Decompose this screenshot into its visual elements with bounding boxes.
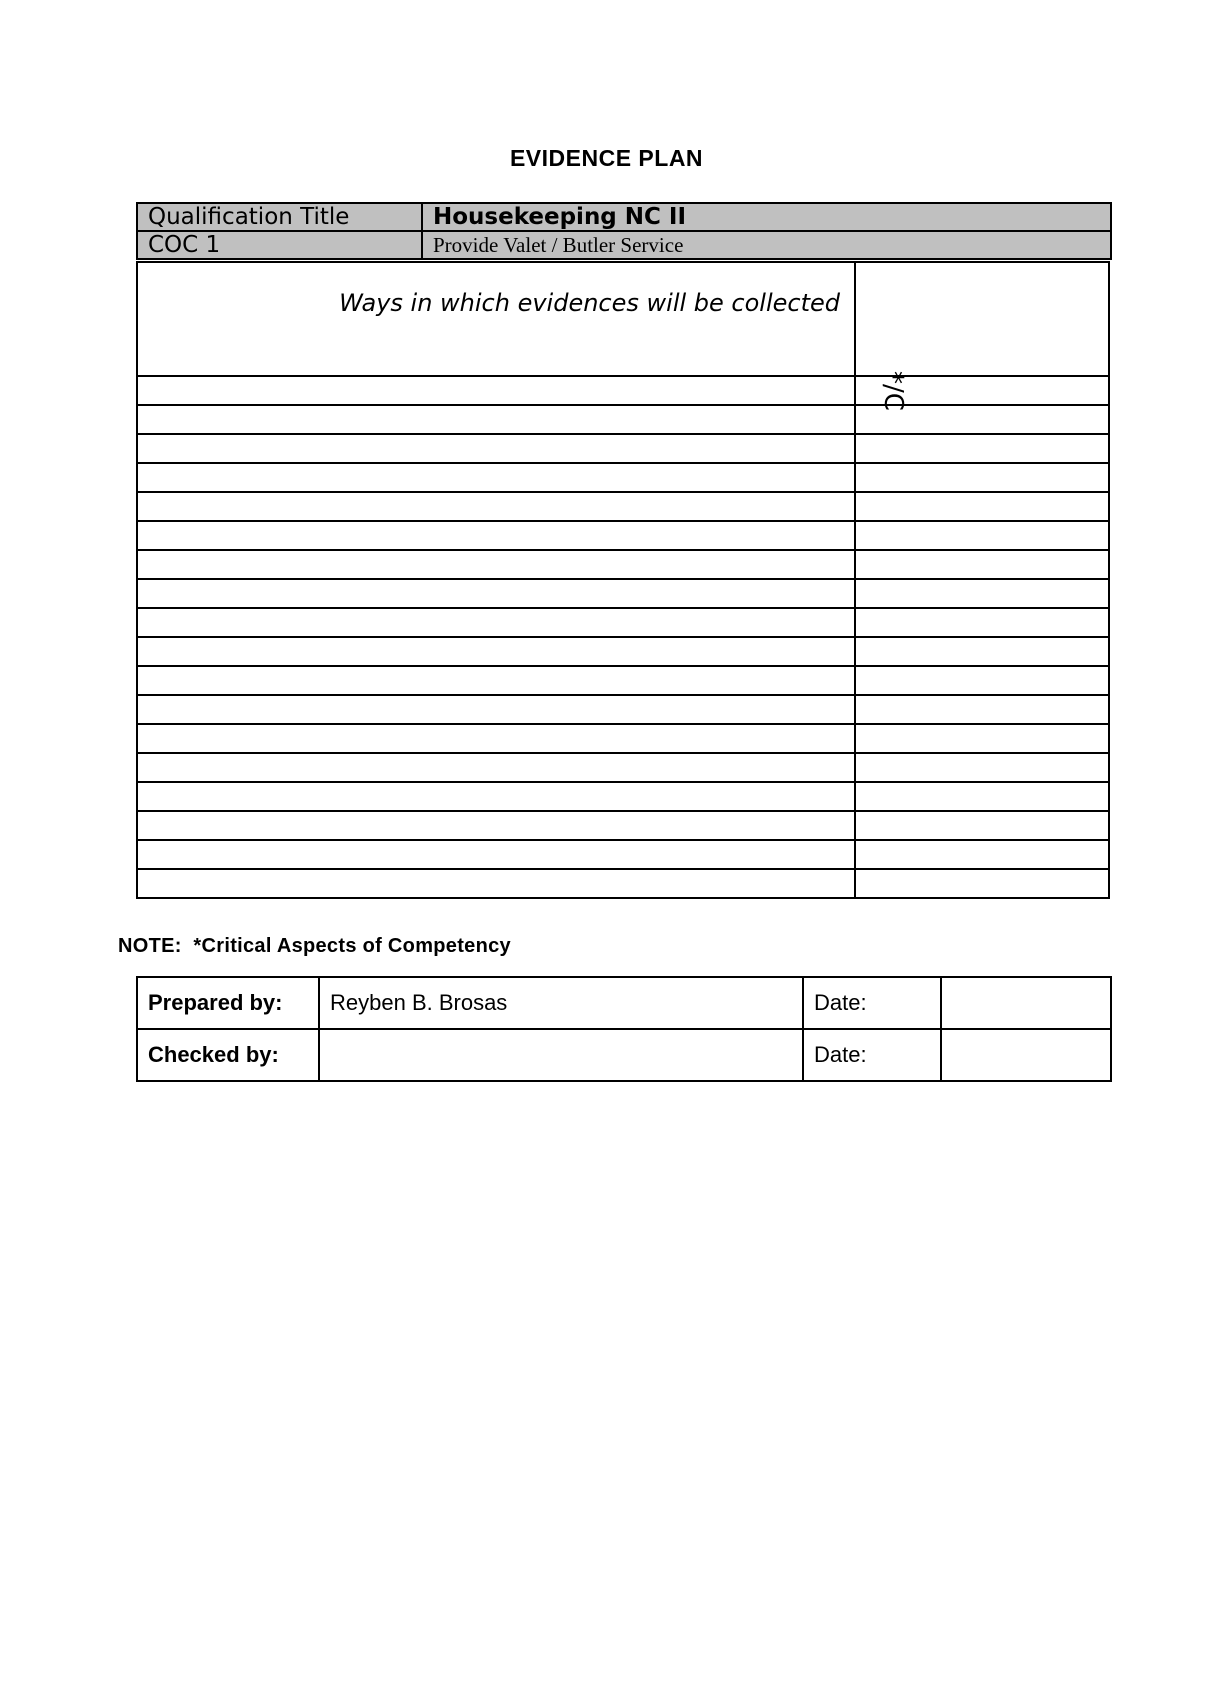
evidence-cell[interactable]	[137, 492, 855, 521]
checked-row	[137, 1029, 1111, 1081]
evidence-check-cell[interactable]	[855, 724, 1109, 753]
coc-row	[137, 231, 1111, 259]
page-title: EVIDENCE PLAN	[509, 145, 704, 171]
evidence-rotated-header-cell	[855, 262, 1109, 411]
checked-date[interactable]	[941, 1029, 1111, 1081]
evidence-header-row	[137, 262, 1109, 376]
evidence-body	[137, 376, 1109, 898]
evidence-check-cell[interactable]	[855, 579, 1109, 608]
evidence-row	[137, 724, 1109, 753]
evidence-row	[137, 753, 1109, 782]
evidence-check-cell[interactable]	[855, 869, 1109, 898]
qualification-title-value: Housekeeping NC II	[422, 203, 1111, 231]
signature-table	[136, 976, 1112, 1082]
evidence-row	[137, 550, 1109, 579]
prepared-label: Prepared by:	[137, 977, 319, 1029]
evidence-check-cell[interactable]	[855, 811, 1109, 840]
evidence-rotated-header: */C	[878, 371, 908, 411]
evidence-row	[137, 695, 1109, 724]
evidence-cell[interactable]	[137, 811, 855, 840]
evidence-row	[137, 637, 1109, 666]
evidence-row	[137, 521, 1109, 550]
evidence-cell[interactable]	[137, 550, 855, 579]
evidence-header: Ways in which evidences will be collected	[137, 262, 855, 376]
evidence-cell[interactable]	[137, 405, 855, 434]
prepared-date[interactable]	[941, 977, 1111, 1029]
qualification-title-row	[137, 203, 1111, 231]
qualification-table	[136, 202, 1112, 260]
evidence-check-cell[interactable]	[855, 521, 1109, 550]
coc-value: Provide Valet / Butler Service	[422, 231, 1111, 259]
prepared-date-label: Date:	[803, 977, 941, 1029]
evidence-cell[interactable]	[137, 840, 855, 869]
evidence-cell[interactable]	[137, 724, 855, 753]
evidence-check-cell[interactable]	[855, 608, 1109, 637]
evidence-row	[137, 463, 1109, 492]
evidence-row	[137, 608, 1109, 637]
evidence-cell[interactable]	[137, 869, 855, 898]
evidence-row	[137, 869, 1109, 898]
evidence-check-cell[interactable]	[855, 666, 1109, 695]
evidence-cell[interactable]	[137, 637, 855, 666]
evidence-cell[interactable]	[137, 434, 855, 463]
evidence-cell[interactable]	[137, 579, 855, 608]
evidence-cell[interactable]	[137, 376, 855, 405]
evidence-check-cell[interactable]	[855, 492, 1109, 521]
prepared-row	[137, 977, 1111, 1029]
evidence-cell[interactable]	[137, 666, 855, 695]
evidence-cell[interactable]	[137, 782, 855, 811]
evidence-cell[interactable]	[137, 463, 855, 492]
evidence-check-cell[interactable]	[855, 434, 1109, 463]
qualification-title-label: Qualification Title	[137, 203, 422, 231]
evidence-row	[137, 579, 1109, 608]
prepared-name[interactable]: Reyben B. Brosas	[319, 977, 803, 1029]
evidence-check-cell[interactable]	[855, 463, 1109, 492]
evidence-check-cell[interactable]	[855, 753, 1109, 782]
evidence-row	[137, 666, 1109, 695]
evidence-check-cell[interactable]	[855, 840, 1109, 869]
checked-label: Checked by:	[137, 1029, 319, 1081]
evidence-cell[interactable]	[137, 695, 855, 724]
evidence-cell[interactable]	[137, 753, 855, 782]
coc-label: COC 1	[137, 231, 422, 259]
evidence-check-cell[interactable]	[855, 550, 1109, 579]
evidence-check-cell[interactable]	[855, 695, 1109, 724]
checked-name[interactable]	[319, 1029, 803, 1081]
evidence-row	[137, 434, 1109, 463]
evidence-table	[136, 261, 1110, 899]
note: NOTE: *Critical Aspects of Competency	[118, 935, 511, 957]
evidence-check-cell[interactable]	[855, 782, 1109, 811]
evidence-row	[137, 405, 1109, 434]
checked-date-label: Date:	[803, 1029, 941, 1081]
evidence-row	[137, 782, 1109, 811]
evidence-row	[137, 492, 1109, 521]
evidence-cell[interactable]	[137, 608, 855, 637]
evidence-row	[137, 840, 1109, 869]
evidence-cell[interactable]	[137, 521, 855, 550]
evidence-row	[137, 811, 1109, 840]
evidence-check-cell[interactable]	[855, 637, 1109, 666]
evidence-row	[137, 376, 1109, 405]
